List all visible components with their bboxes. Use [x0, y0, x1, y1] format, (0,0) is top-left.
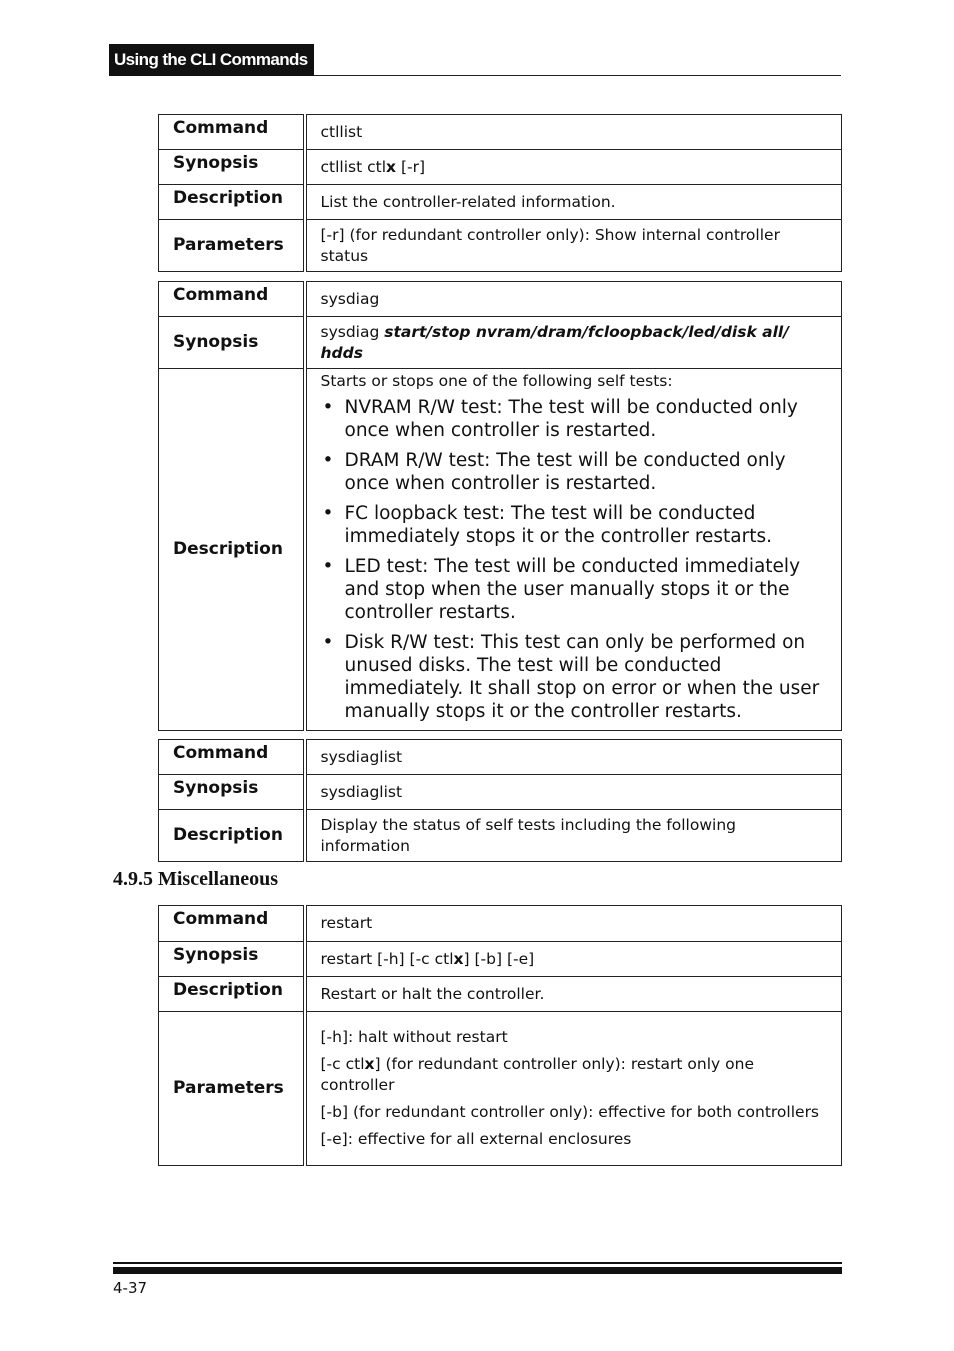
page-number: 4-37: [113, 1279, 148, 1297]
description-label: Description: [159, 369, 305, 731]
param-c: [321, 1054, 828, 1096]
table-row: [159, 150, 842, 185]
synopsis-text: restart [-h] [-c ctl: [320, 949, 454, 968]
table-row: [159, 369, 842, 731]
param-variable: x: [364, 1055, 375, 1073]
description-value: [305, 369, 842, 731]
synopsis-text: ] [-b] [-e]: [463, 949, 535, 968]
command-label: Command: [159, 115, 305, 150]
restart-table: [158, 905, 842, 1166]
table-row: [159, 977, 842, 1012]
description-label: Description: [159, 977, 305, 1012]
description-label: Description: [159, 810, 305, 862]
synopsis-label: Synopsis: [159, 775, 305, 810]
table-row: [159, 942, 842, 977]
list-item: • FC loopback test: The test will be conducted immediately stops it or the controller restarts.: [321, 502, 828, 548]
ctllist-table: [158, 114, 842, 272]
section-heading: 4.9.5 Miscellaneous: [113, 868, 278, 890]
param-e: [-e]: effective for all external enclosures: [320, 1130, 632, 1148]
synopsis-value: sysdiaglist: [305, 775, 842, 810]
parameters-value: [-r] (for redundant controller only): Show internal controller status: [305, 220, 842, 272]
list-item: • Disk R/W test: This test can only be performed on unused disks. The test will be conducted immediately. It shall stop on error or when the user manually stops it or the controller restarts.: [321, 631, 828, 723]
command-value: ctllist: [305, 115, 842, 150]
list-item: • DRAM R/W test: The test will be conducted only once when controller is restarted.: [321, 449, 828, 495]
synopsis-text: ctllist ctl: [320, 157, 387, 176]
sysdiaglist-table: [158, 739, 842, 862]
synopsis-value: [305, 942, 842, 977]
synopsis-value: [305, 150, 842, 185]
synopsis-variable: x: [453, 949, 464, 968]
table-row: [159, 282, 842, 317]
description-value: List the controller-related information.: [305, 185, 842, 220]
synopsis-label: Synopsis: [159, 942, 305, 977]
synopsis-label: Synopsis: [159, 317, 305, 369]
synopsis-arguments: start/stop nvram/dram/fcloopback/led/disk all/ hdds: [320, 322, 789, 362]
table-row: [159, 317, 842, 369]
synopsis-value: [305, 317, 842, 369]
table-row: [159, 740, 842, 775]
self-test-list: [321, 396, 828, 723]
param-text: ] (for redundant controller only): restart only one controller: [320, 1055, 754, 1094]
sysdiag-table: [158, 281, 842, 731]
page-header-title: Using the CLI Commands: [114, 50, 308, 69]
synopsis-text: sysdiag: [320, 322, 385, 341]
description-intro: Starts or stops one of the following self tests:: [320, 372, 673, 390]
command-label: Command: [159, 906, 305, 942]
command-value: restart: [305, 906, 842, 942]
footer-rule: [113, 1262, 842, 1264]
description-value: Restart or halt the controller.: [305, 977, 842, 1012]
list-item: • NVRAM R/W test: The test will be conducted only once when controller is restarted.: [321, 396, 828, 442]
param-h: [-h]: halt without restart: [320, 1028, 508, 1046]
page-header-tab: [109, 44, 314, 76]
description-label: Description: [159, 185, 305, 220]
table-row: [159, 220, 842, 272]
param-b: [-b] (for redundant controller only): effective for both controllers: [320, 1103, 820, 1121]
table-row: [159, 906, 842, 942]
command-value: sysdiaglist: [305, 740, 842, 775]
header-rule: [314, 75, 841, 76]
synopsis-text: [-r]: [396, 157, 426, 176]
table-row: [159, 1012, 842, 1166]
command-value: sysdiag: [305, 282, 842, 317]
list-item: • LED test: The test will be conducted immediately and stop when the user manually stops it or the controller restarts.: [321, 555, 828, 624]
description-value: Display the status of self tests including the following information: [305, 810, 842, 862]
synopsis-variable: x: [386, 157, 397, 176]
table-row: [159, 185, 842, 220]
table-row: [159, 115, 842, 150]
param-text: [-c ctl: [320, 1055, 365, 1073]
parameters-label: Parameters: [159, 1012, 305, 1166]
table-row: [159, 810, 842, 862]
table-row: [159, 775, 842, 810]
footer-rule-thick: [113, 1267, 842, 1274]
synopsis-label: Synopsis: [159, 150, 305, 185]
command-label: Command: [159, 282, 305, 317]
parameters-value: [305, 1012, 842, 1166]
parameters-label: Parameters: [159, 220, 305, 272]
command-label: Command: [159, 740, 305, 775]
